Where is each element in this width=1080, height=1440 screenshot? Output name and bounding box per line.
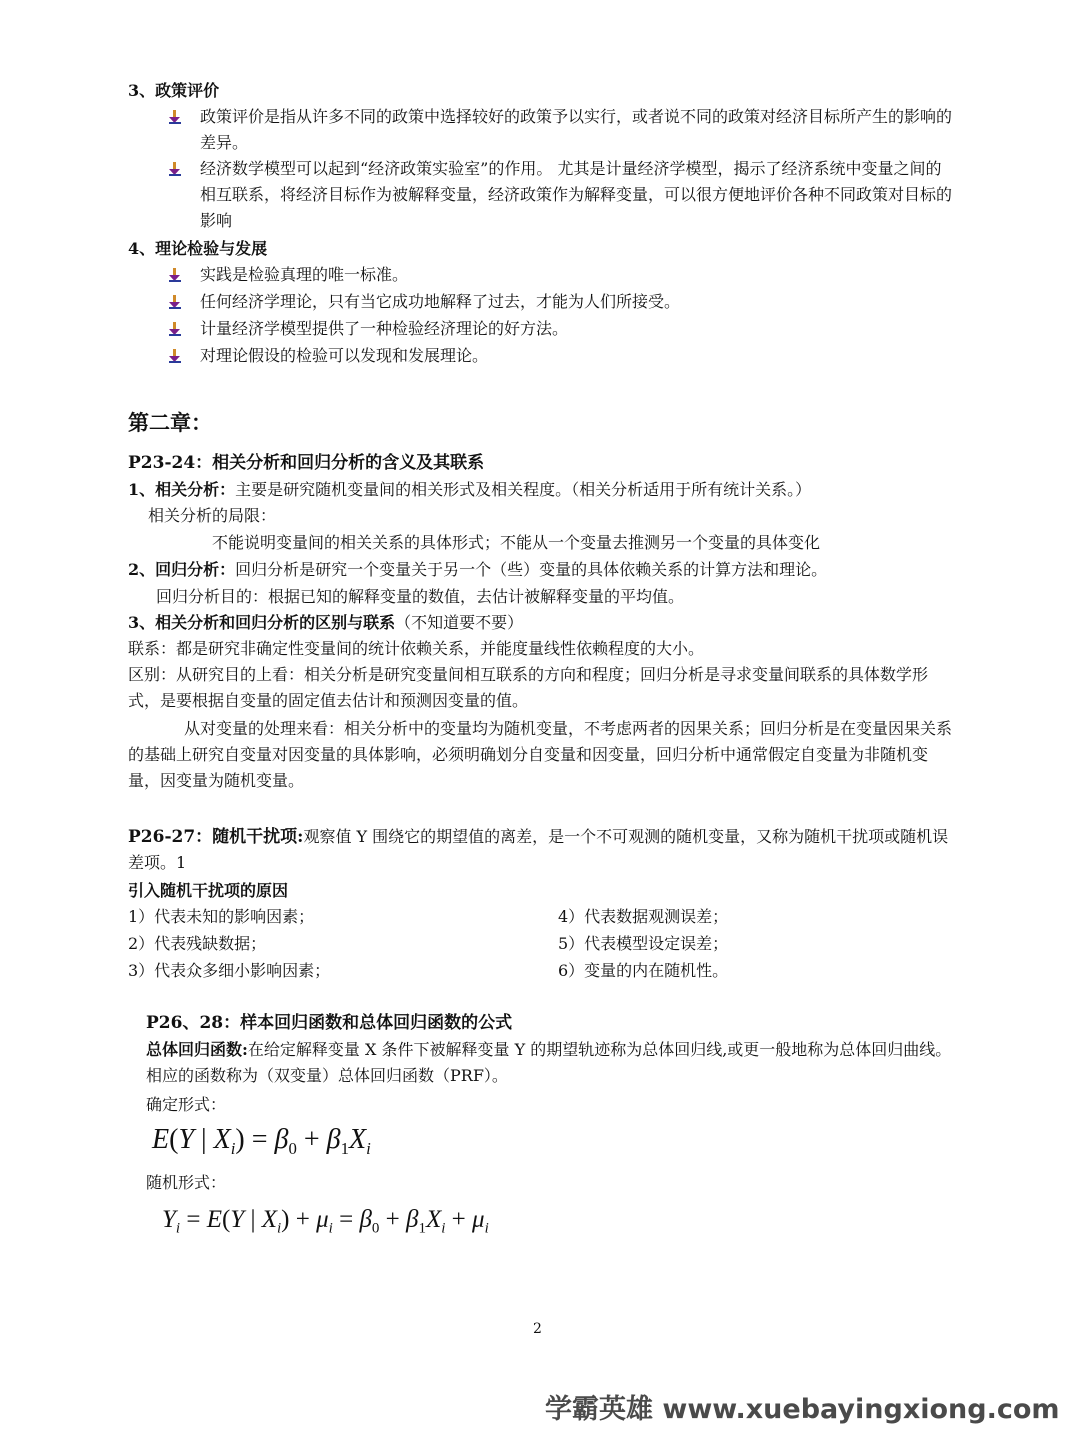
comparison-note: （不知道要不要） [395, 613, 524, 632]
bullet-text: 政策评价是指从许多不同的政策中选择较好的政策予以实行，或者说不同的政策对经济目标所产生的影响的差异。 [200, 107, 953, 152]
section-3-heading: 3、政策评价 [128, 81, 220, 100]
list-item [168, 262, 958, 288]
prf-definition [146, 1037, 956, 1089]
reason-item: 1）代表未知的影响因素； [128, 907, 315, 926]
random-disturbance-text: 观察值 Y 围绕它的期望值的离差，是一个不可观测的随机变量，又称为随机干扰项或随机误差项。1 [128, 827, 949, 872]
stochastic-form-label: 随机形式： [146, 1173, 227, 1192]
correlation-text: 主要是研究随机变量间的相关形式及相关程度。（相关分析适用于所有统计关系。） [235, 480, 812, 499]
deterministic-form-label: 确定形式： [146, 1095, 227, 1114]
list-item [168, 316, 958, 342]
comparison-diff-1: 区别：从研究目的上看：相关分析是研究变量间相互联系的方向和程度；回归分析是寻求变量间联系的具体数学形式，是要根据自变量的固定值去估计和预测因变量的值。 [128, 665, 929, 710]
section-p26-28-title: P26、28：样本回归函数和总体回归函数的公式 [146, 1013, 513, 1033]
correlation-limit-label: 相关分析的局限： [148, 506, 277, 525]
random-disturbance-definition [128, 824, 956, 876]
prf-text: 在给定解释变量 X 条件下被解释变量 Y 的期望轨迹称为总体回归线,或更一般地称为总体回归曲线。相应的函数称为（双变量）总体回归函数（PRF）。 [146, 1040, 952, 1085]
correlation-label: 1、相关分析： [128, 480, 236, 499]
arrow-bullet-icon [168, 162, 182, 176]
reasons-title: 引入随机干扰项的原因 [128, 881, 289, 900]
reason-item: 5）代表模型设定误差； [558, 934, 729, 953]
bullet-text: 计量经济学模型提供了一种检验经济理论的好方法。 [200, 319, 569, 338]
stochastic-formula: $Y_i = E(Y$ | $X_i) + \mu_i = \beta_0 + \beta_1X_i + \mu_i$ [162, 1206, 489, 1237]
arrow-bullet-icon [168, 322, 182, 336]
arrow-bullet-icon [168, 349, 182, 363]
comparison-link: 联系：都是研究非确定性变量间的统计依赖关系，并能度量线性依赖程度的大小。 [128, 639, 705, 658]
random-disturbance-term: 随机干扰项: [212, 827, 304, 847]
arrow-bullet-icon [168, 268, 182, 282]
regression-definition [128, 557, 827, 583]
prf-label: 总体回归函数: [146, 1040, 248, 1059]
list-item [168, 289, 958, 315]
arrow-bullet-icon [168, 110, 182, 124]
bullet-text: 任何经济学理论，只有当它成功地解释了过去，才能为人们所接受。 [200, 292, 681, 311]
section-4-heading: 4、理论检验与发展 [128, 239, 268, 258]
bullet-text: 经济数学模型可以起到“经济政策实验室”的作用。 尤其是计量经济学模型，揭示了经济系统中变量之间的相互联系，将经济目标作为被解释变量，经济政策作为解释变量，可以很方便地评价各种不同政策对目标的影响 [200, 159, 953, 230]
bullet-text: 实践是检验真理的唯一标准。 [200, 265, 409, 284]
reason-item: 3）代表众多细小影响因素； [128, 961, 331, 980]
regression-purpose: 回归分析目的：根据已知的解释变量的数值，去估计被解释变量的平均值。 [156, 587, 685, 606]
section-p23-24-title: P23-24：相关分析和回归分析的含义及其联系 [128, 453, 485, 473]
section-p26-27-title: P26-27： [128, 827, 213, 847]
bullet-text: 对理论假设的检验可以发现和发展理论。 [200, 346, 489, 365]
list-item [168, 104, 958, 156]
correlation-definition [128, 477, 811, 503]
deterministic-formula: E(Y | $X_i) = \beta_0 + \beta_1X_i$ [152, 1124, 371, 1158]
reason-item: 2）代表残缺数据； [128, 934, 267, 953]
comparison-diff-2: 从对变量的处理来看：相关分析中的变量均为随机变量，不考虑两者的因果关系；回归分析是在变量因果关系的基础上研究自变量对因变量的具体影响，必须明确划分自变量和因变量，回归分析中通常假定自变量为非随机变量，因变量为随机变量。 [128, 719, 953, 790]
page-number: 2 [533, 1321, 542, 1337]
correlation-limit-text: 不能说明变量间的相关关系的具体形式；不能从一个变量去推测另一个变量的具体变化 [212, 533, 821, 552]
regression-text: 回归分析是研究一个变量关于另一个（些）变量的具体依赖关系的计算方法和理论。 [235, 560, 828, 579]
watermark: 学霸英雄 www.xuebayingxiong.com [545, 1394, 1060, 1425]
regression-label: 2、回归分析： [128, 560, 236, 579]
list-item [168, 343, 958, 369]
list-item [168, 156, 958, 234]
arrow-bullet-icon [168, 295, 182, 309]
comparison-heading [128, 610, 523, 636]
reason-item: 6）变量的内在随机性。 [558, 961, 729, 980]
chapter-title: 第二章： [128, 410, 212, 435]
reason-item: 4）代表数据观测误差； [558, 907, 729, 926]
comparison-label: 3、相关分析和回归分析的区别与联系 [128, 613, 396, 632]
